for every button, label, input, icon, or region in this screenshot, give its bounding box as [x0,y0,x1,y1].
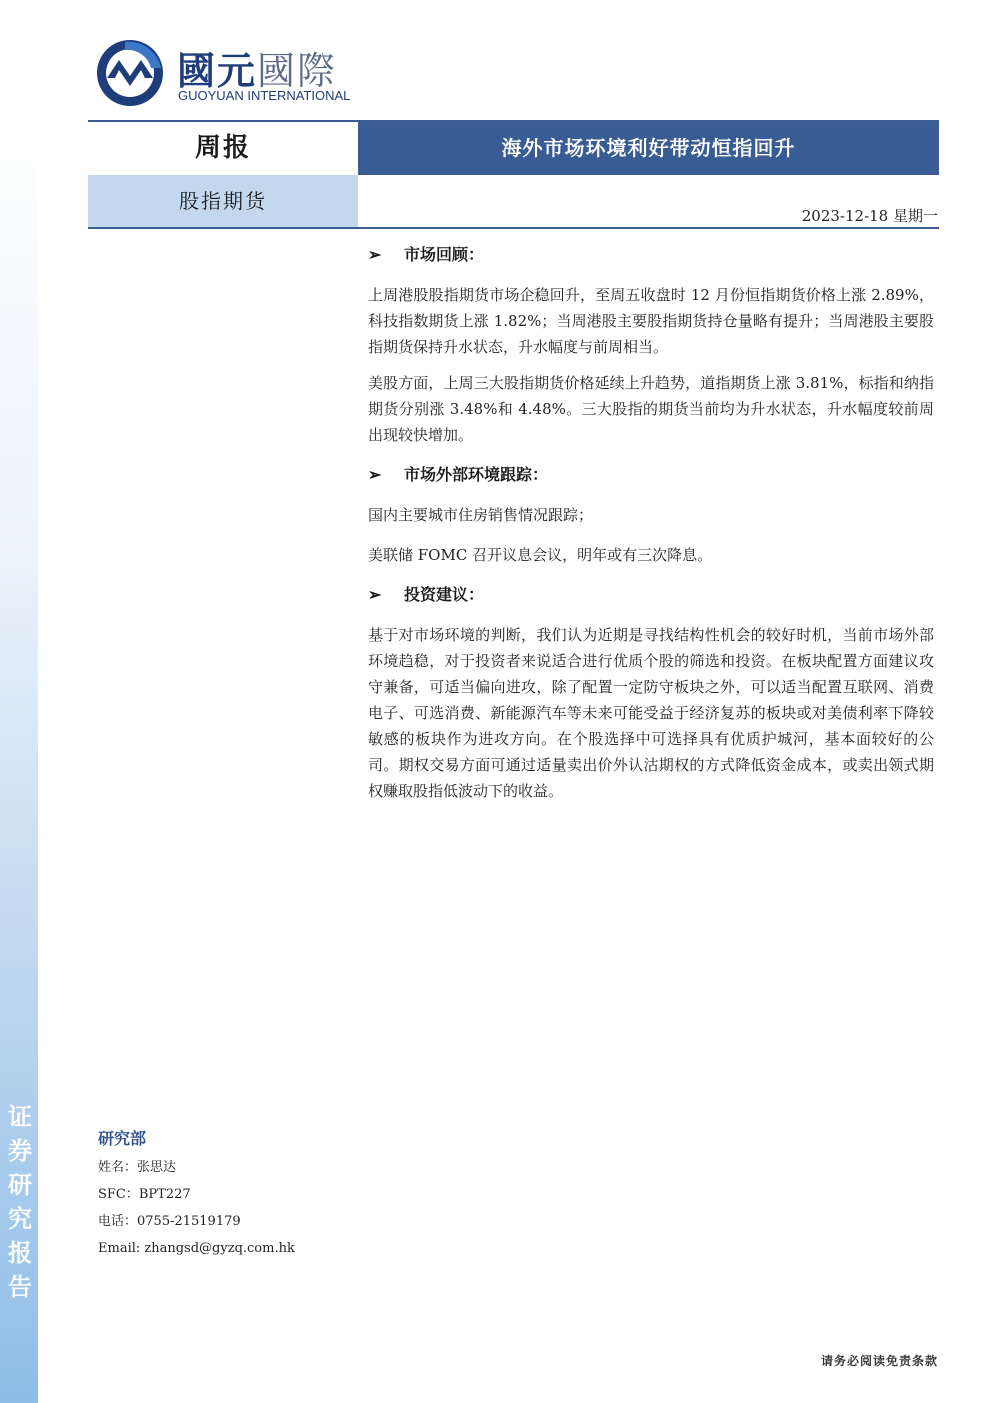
section-heading-text: 市场回顾： [404,245,485,264]
header-bottom-rule [88,227,939,229]
side-label-char: 报 [8,1239,32,1267]
report-body [368,242,934,814]
logo-chinese-name [177,40,337,95]
report-date: 2023-12-18 星期一 [801,207,938,225]
side-label-char: 告 [8,1273,32,1301]
side-label-char: 究 [8,1205,32,1233]
section-heading-text: 投资建议： [404,585,485,604]
analyst-email[interactable]: Email: zhangsd@gyzq.com.hk [98,1241,295,1256]
paragraph: 美股方面，上周三大股指期货价格延续上升趋势，道指期货上涨 3.81%，标指和纳指期货分别涨 3.48%和 4.48%。三大股指的期货当前均为升水状态，升水幅度较前周出现较快增加。 [368,374,934,444]
analyst-sfc: SFC：BPT227 [98,1187,191,1202]
paragraph: 国内主要城市住房销售情况跟踪； [368,506,594,524]
section-heading-text: 市场外部环境跟踪： [404,465,549,484]
logo-english-name: GUOYUAN INTERNATIONAL [178,88,351,103]
company-logo [95,38,365,108]
section-heading [368,242,934,268]
side-label-char: 证 [8,1103,32,1131]
paragraph: 美联储 FOMC 召开议息会议，明年或有三次降息。 [368,546,713,564]
arrow-bullet-icon: ➢ [368,245,382,264]
analyst-department: 研究部 [98,1129,147,1148]
report-title: 海外市场环境利好带动恒指回升 [358,122,939,175]
paragraph: 基于对市场环境的判断，我们认为近期是寻找结构性机会的较好时机，当前市场外部环境趋稳，对于投资者来说适合进行优质个股的筛选和投资。在板块配置方面建议攻守兼备，可适当偏向进攻，除了配置一定防守板块之外，可以适当配置互联网、消费电子、可选消费、新能源汽车等未来可能受益于经济复苏的板块或对美债利率下降较敏感的板块作为进攻方向。在个股选择中可选择具有优质护城河，基本面较好的公司。期权交易方面可通过适量卖出价外认沽期权的方式降低资金成本，或卖出领式期权赚取股指低波动下的收益。 [368,626,934,800]
arrow-bullet-icon: ➢ [368,585,382,604]
analyst-phone: 电话：0755-21519179 [98,1214,241,1229]
report-type: 周报 [88,122,358,175]
logo-mark-icon [95,38,165,108]
disclaimer-notice: 请务必阅读免责条款 [820,1354,938,1368]
paragraph: 上周港股股指期货市场企稳回升，至周五收盘时 12 月份恒指期货价格上涨 2.89%，科技指数期货上涨 1.82%；当周港股主要股指期货持仓量略有提升；当周港股主要股指期货保持升水状态，升水幅度与前周相当。 [368,286,934,356]
arrow-bullet-icon: ➢ [368,465,382,484]
side-label [6,1100,34,1304]
side-label-char: 券 [8,1137,32,1165]
analyst-info [98,1126,358,1262]
side-label-char: 研 [8,1171,32,1199]
logo-cn-part2: 國際 [257,49,338,93]
logo-cn-part1: 國元 [177,49,258,93]
section-heading [368,462,934,488]
analyst-name: 姓名：张思达 [98,1160,177,1175]
section-heading [368,582,934,608]
report-category: 股指期货 [88,175,358,228]
